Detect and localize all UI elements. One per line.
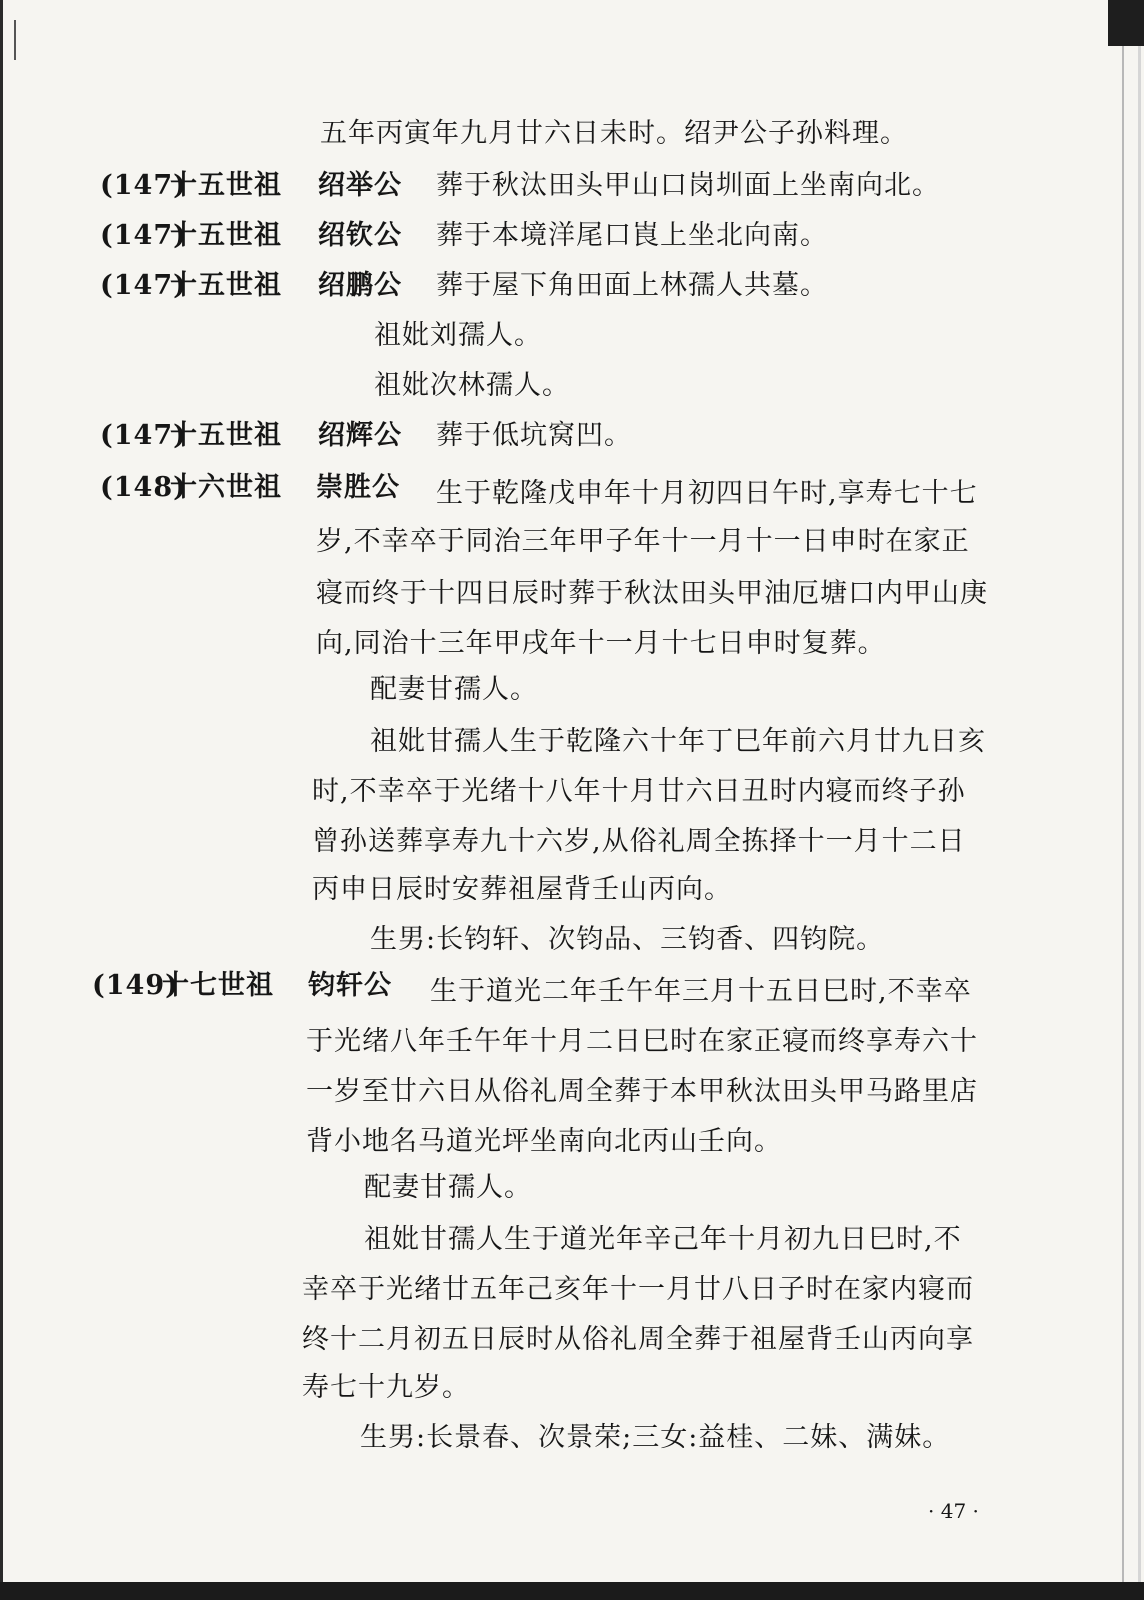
- text-line: 祖妣甘孺人生于乾隆六十年丁巳年前六月廿九日亥: [370, 726, 986, 757]
- text-line: 幸卒于光绪廿五年己亥年十一月廿八日子时在家内寝而: [302, 1274, 974, 1305]
- entry-name: 钧轩公: [308, 970, 392, 1001]
- text-line: 时,不幸卒于光绪十八年十月廿六日丑时内寝而终子孙: [312, 776, 966, 807]
- scan-edge-bottom: [0, 1582, 1144, 1600]
- entry-name: 绍举公: [318, 170, 402, 201]
- entry-text: 生于乾隆戊申年十月初四日午时,享寿七十七: [436, 478, 978, 509]
- text-line: 一岁至廿六日从俗礼周全葬于本甲秋汰田头甲马路里店: [306, 1076, 978, 1107]
- text-line: 祖妣刘孺人。: [374, 320, 542, 351]
- entry-name: 绍辉公: [318, 420, 402, 451]
- spouse-line: 配妻甘孺人。: [370, 674, 538, 705]
- text-line: 寿七十九岁。: [302, 1372, 470, 1403]
- entry-number: (147): [100, 170, 187, 201]
- entry-generation: 十七世祖: [162, 970, 274, 1001]
- scan-edge-left: [0, 0, 3, 1600]
- entry-text: 生于道光二年壬午年三月十五日巳时,不幸卒: [430, 976, 972, 1007]
- entry-generation: 十六世祖: [170, 472, 282, 503]
- text-line: 五年丙寅年九月廿六日未时。绍尹公子孙料理。: [320, 118, 908, 149]
- text-line: 终十二月初五日辰时从俗礼周全葬于祖屋背壬山丙向享: [302, 1324, 974, 1355]
- text-line: 祖妣次林孺人。: [374, 370, 570, 401]
- entry-generation: 十五世祖: [170, 220, 282, 251]
- entry-text: 葬于本境洋尾口崀上坐北向南。: [436, 220, 828, 251]
- children-line: 生男:长钧轩、次钧品、三钧香、四钧院。: [370, 924, 885, 955]
- entry-generation: 十五世祖: [170, 420, 282, 451]
- scan-corner: [1108, 0, 1144, 46]
- text-line: 岁,不幸卒于同治三年甲子年十一月十一日申时在家正: [316, 526, 970, 557]
- text-line: 丙申日辰时安葬祖屋背壬山丙向。: [312, 874, 732, 905]
- entry-text: 葬于低坑窝凹。: [436, 420, 632, 451]
- text-line: 向,同治十三年甲戌年十一月十七日申时复葬。: [316, 628, 886, 659]
- children-line: 生男:长景春、次景荣;三女:益桂、二妹、满妹。: [360, 1422, 951, 1453]
- text-line: 曾孙送葬享寿九十六岁,从俗礼周全拣择十一月十二日: [312, 826, 966, 857]
- entry-name: 崇胜公: [316, 472, 400, 503]
- entry-number: (148): [100, 472, 187, 503]
- entry-generation: 十五世祖: [170, 170, 282, 201]
- entry-generation: 十五世祖: [170, 270, 282, 301]
- entry-name: 绍钦公: [318, 220, 402, 251]
- text-line: 祖妣甘孺人生于道光年辛己年十月初九日巳时,不: [364, 1224, 962, 1255]
- page-number: · 47 ·: [928, 1499, 979, 1523]
- entry-number: (149): [92, 970, 179, 1001]
- scan-edge-right: [1122, 0, 1124, 1600]
- text-line: 背小地名马道光坪坐南向北丙山壬向。: [306, 1126, 782, 1157]
- scan-mark: [14, 20, 16, 60]
- entry-number: (147): [100, 220, 187, 251]
- text-line: 于光绪八年壬午年十月二日巳时在家正寝而终享寿六十: [306, 1026, 978, 1057]
- entry-name: 绍鹏公: [318, 270, 402, 301]
- entry-number: (147): [100, 420, 187, 451]
- text-line: 寝而终于十四日辰时葬于秋汰田头甲油厄塘口内甲山庚: [316, 578, 988, 609]
- entry-text: 葬于秋汰田头甲山口岗圳面上坐南向北。: [436, 170, 940, 201]
- entry-text: 葬于屋下角田面上林孺人共墓。: [436, 270, 828, 301]
- spouse-line: 配妻甘孺人。: [364, 1172, 532, 1203]
- scan-edge-right-outer: [1138, 0, 1141, 1600]
- entry-number: (147): [100, 270, 187, 301]
